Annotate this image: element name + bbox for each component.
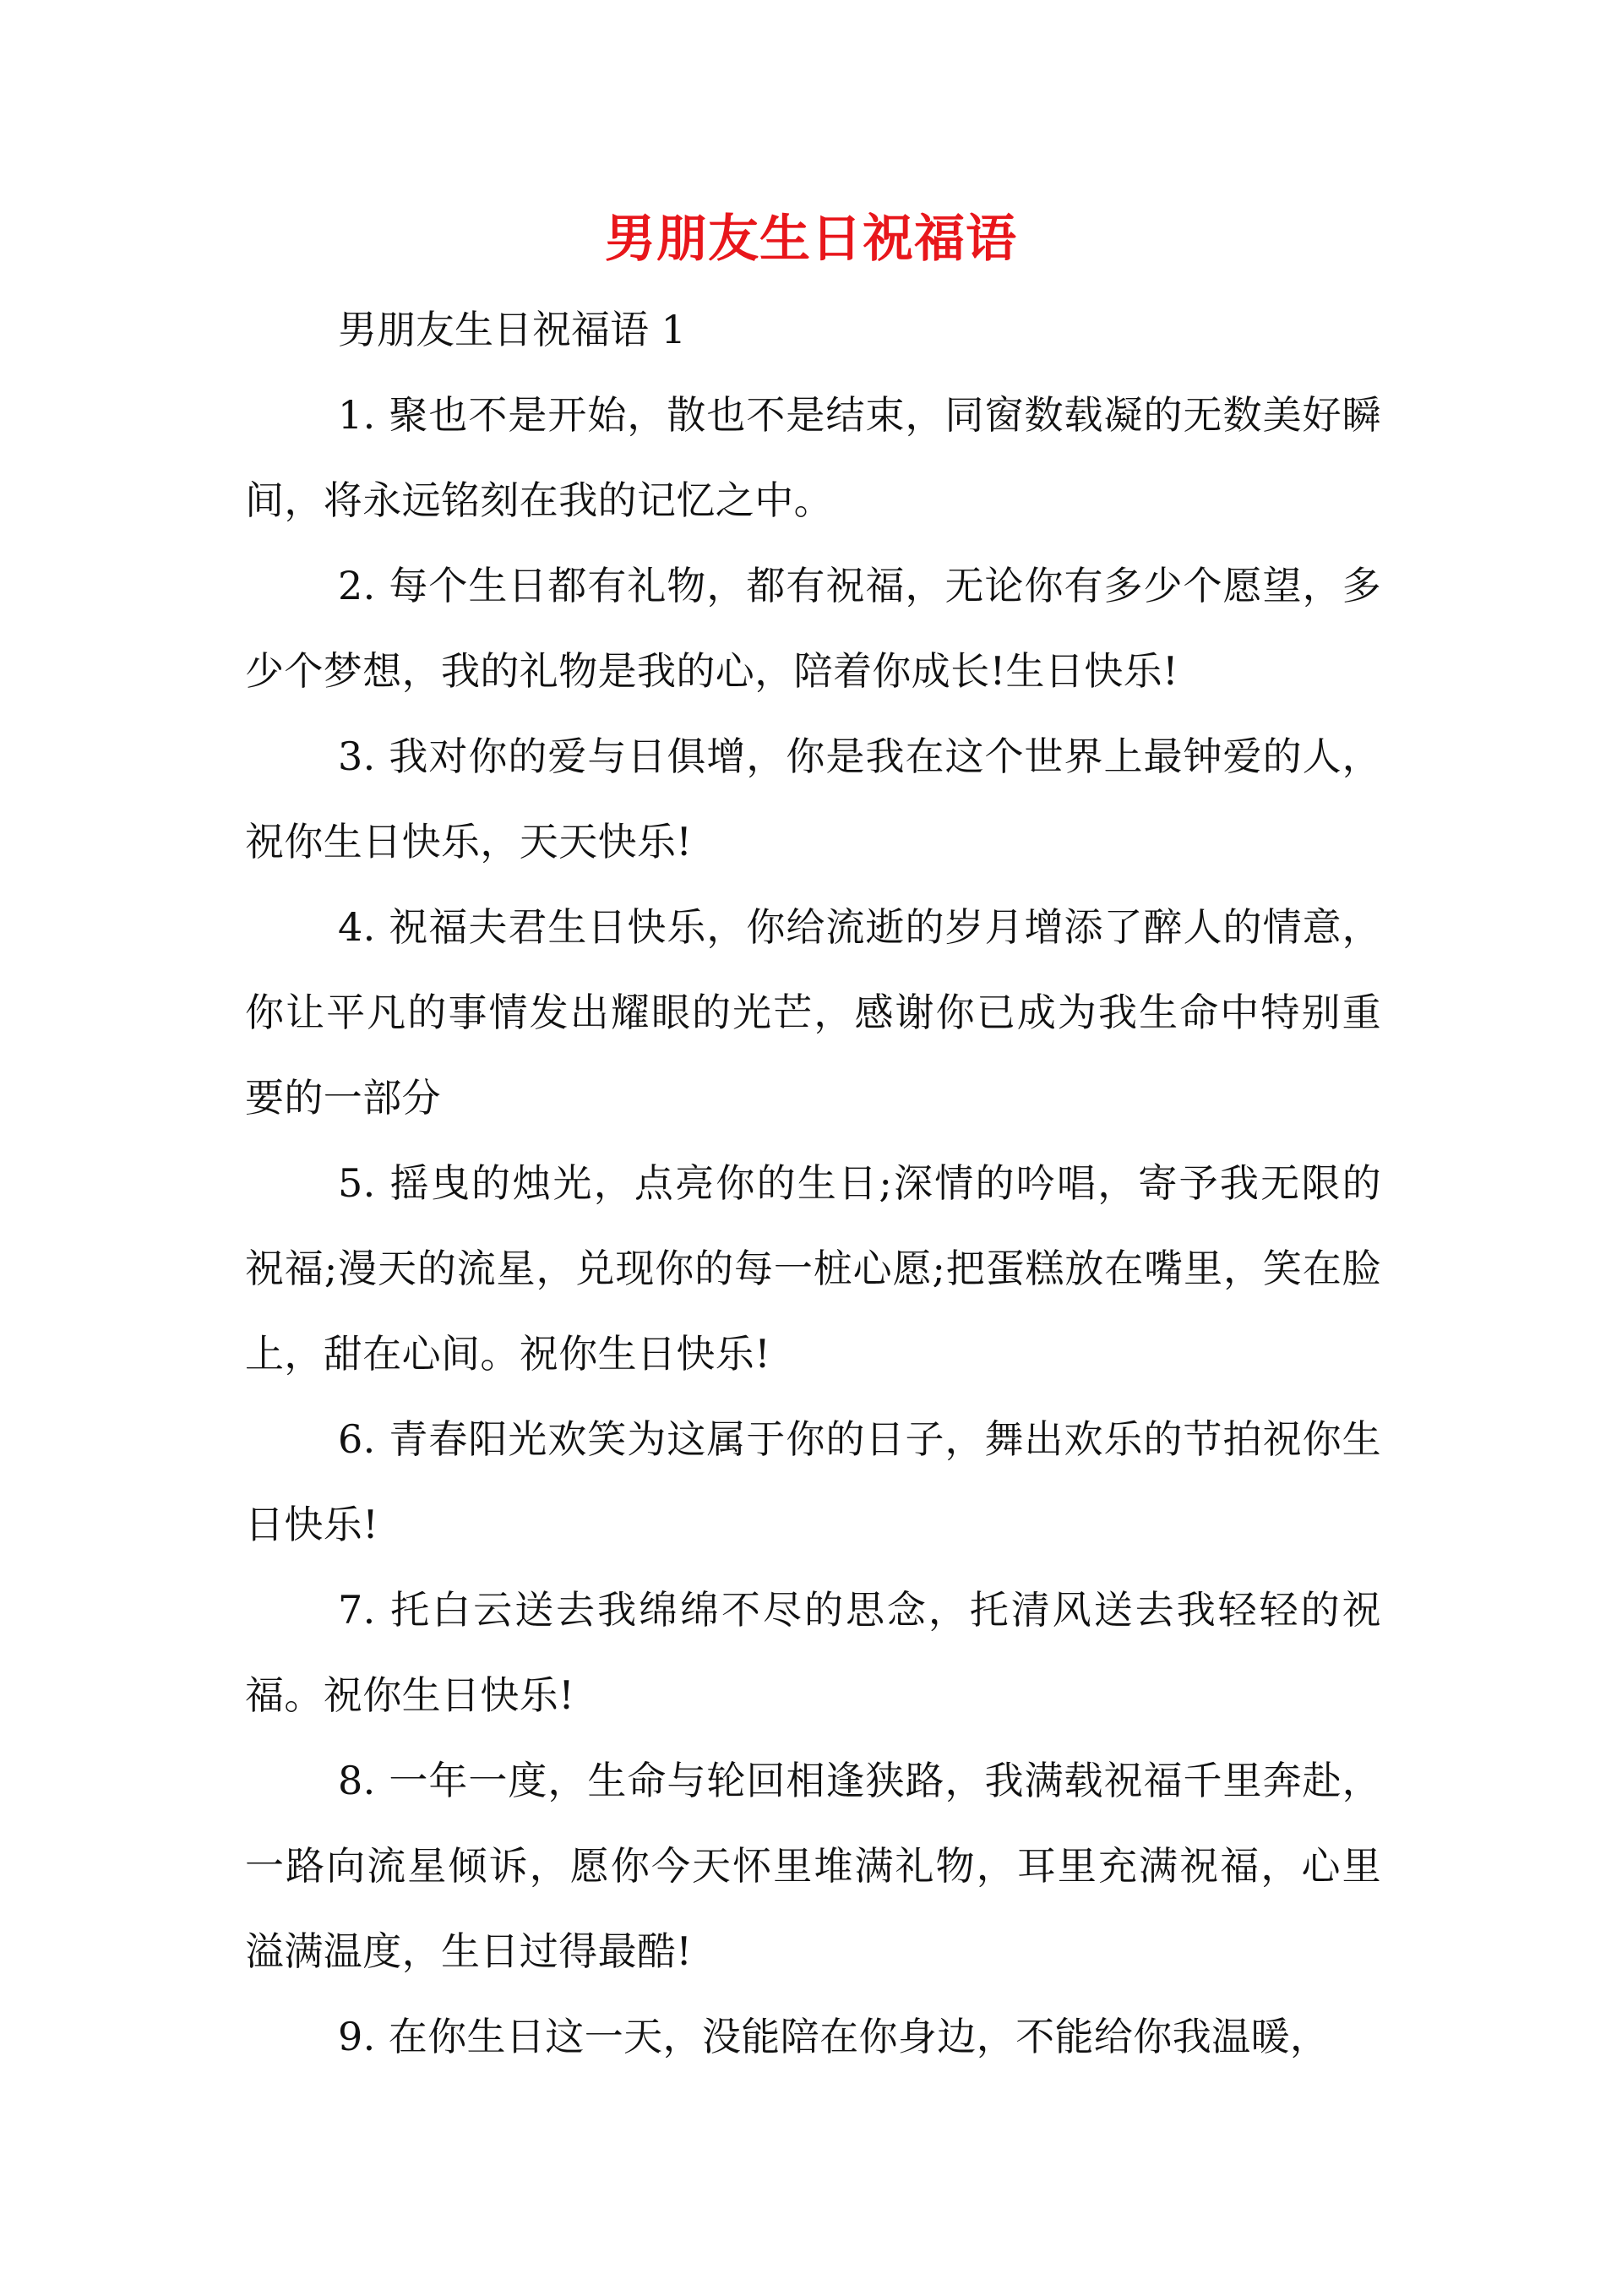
paragraph-6: 6. 青春阳光欢笑为这属于你的日子，舞出欢乐的节拍祝你生日快乐!: [245, 1416, 1381, 1547]
paragraph-2: 2. 每个生日都有礼物，都有祝福，无论你有多少个愿望，多少个梦想，我的礼物是我的心，陪着你成长!生日快乐!: [245, 563, 1381, 694]
paragraph-4: 4. 祝福夫君生日快乐，你给流逝的岁月增添了醉人的情意，你让平凡的事情发出耀眼的光芒，感谢你已成为我生命中特别重要的一部分: [245, 904, 1381, 1121]
paragraph-8: 8. 一年一度，生命与轮回相逢狭路，我满载祝福千里奔赴，一路向流星倾诉，愿你今天怀里堆满礼物，耳里充满祝福，心里溢满温度，生日过得最酷!: [245, 1758, 1381, 1974]
paragraph-9: 9. 在你生日这一天，没能陪在你身边，不能给你我温暖，: [338, 2014, 1330, 2059]
paragraph-1: 1. 聚也不是开始，散也不是结束，同窗数载凝的无数美好瞬间，将永远铭刻在我的记忆之中。: [245, 392, 1381, 523]
section-heading: 男朋友生日祝福语 1: [338, 307, 686, 352]
paragraph-7: 7. 托白云送去我绵绵不尽的思念，托清风送去我轻轻的祝福。祝你生日快乐!: [245, 1587, 1381, 1718]
paragraph-5: 5. 摇曳的烛光，点亮你的生日;深情的吟唱，寄予我无限的祝福;漫天的流星，兑现你的每一桩心愿;把蛋糕放在嘴里，笑在脸上，甜在心间。祝你生日快乐!: [245, 1160, 1381, 1377]
page-title: 男朋友生日祝福语: [605, 210, 1017, 269]
paragraph-3: 3. 我对你的爱与日俱增，你是我在这个世界上最钟爱的人，祝你生日快乐，天天快乐!: [245, 734, 1381, 864]
document-body: [245, 287, 1381, 2080]
